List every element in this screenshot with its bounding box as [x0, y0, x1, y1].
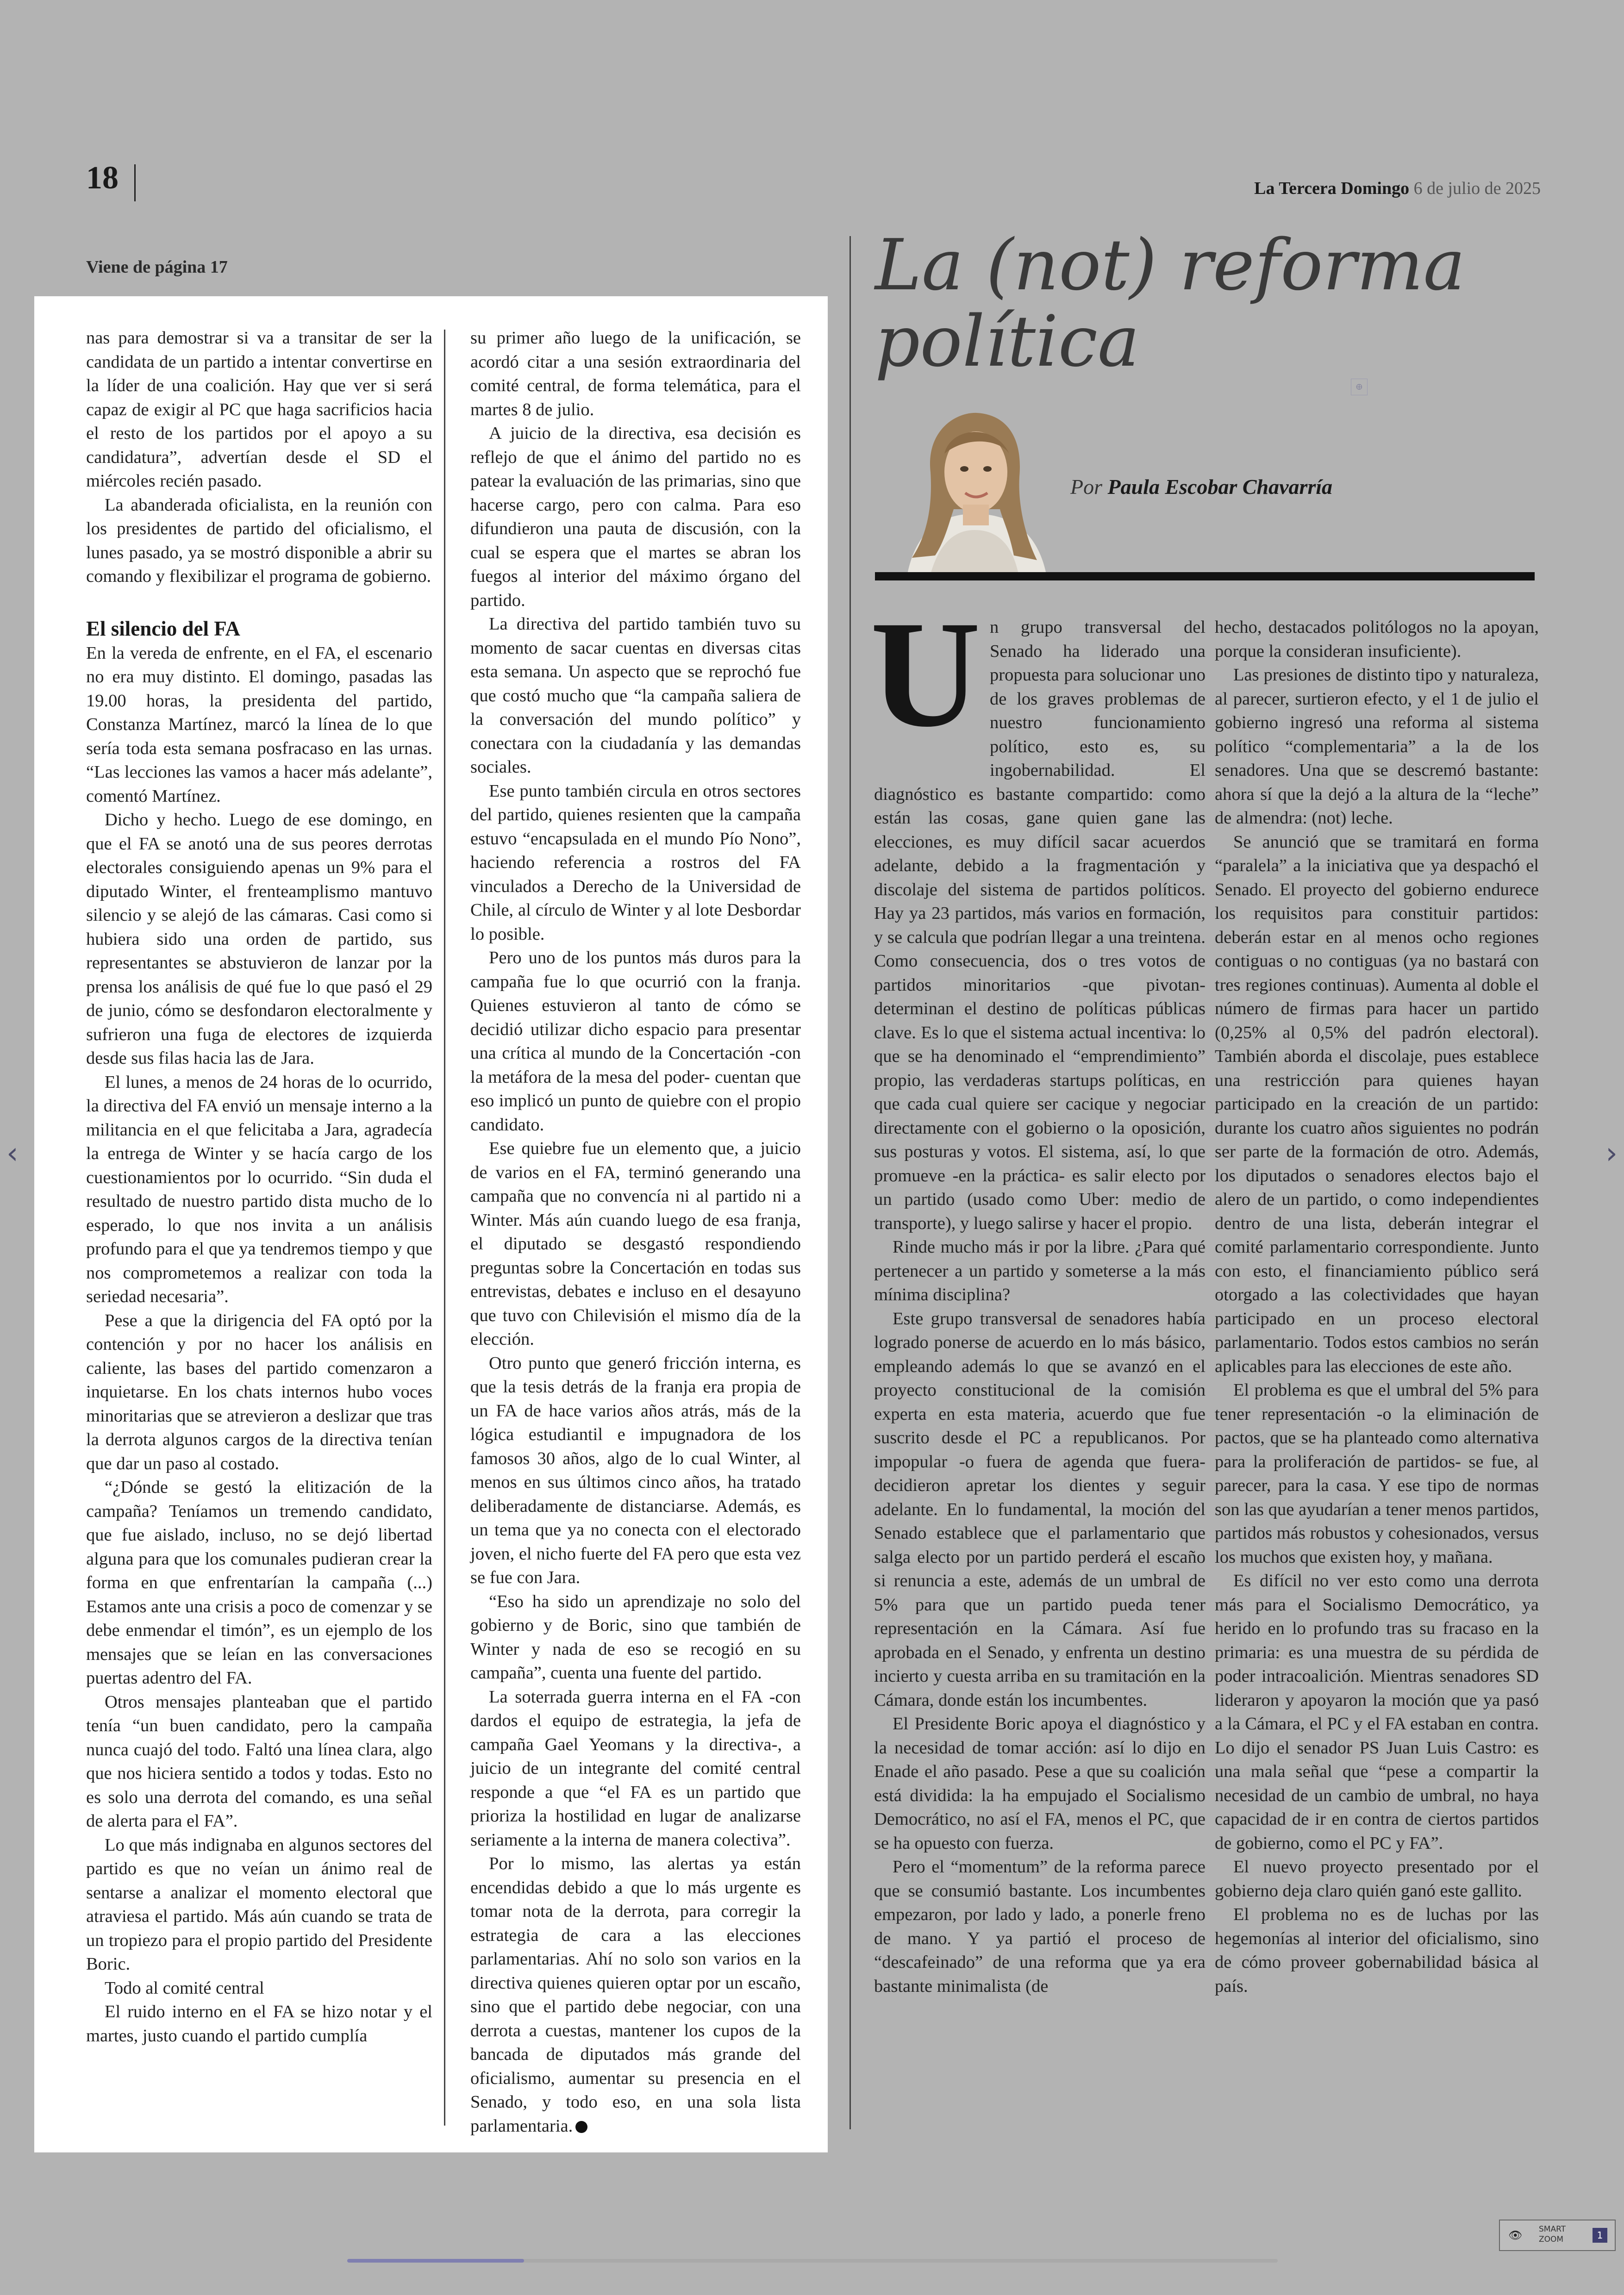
drop-cap: U — [870, 590, 981, 759]
paragraph: La abanderada oficialista, en la reunión con los presidentes de partido del oficialismo, el lunes pasado, ya se mostró disponible a abrir su comando y flexibilizar el programa de gobierno. — [86, 495, 432, 586]
left-article-column-1 — [86, 326, 432, 2048]
scrollbar-thumb[interactable] — [347, 2259, 524, 2263]
paragraph: Rinde mucho más ir por la libre. ¿Para qué pertenecer a un partido y someterse a la más mínima disciplina? — [874, 1237, 1206, 1304]
smart-zoom-count-badge: 1 — [1593, 2228, 1607, 2243]
right-article-column-2 — [1215, 616, 1539, 1998]
paragraph: Ese quiebre fue un elemento que, a juicio de varios en el FA, terminó generando una campaña que no convencía ni al partido ni a Winter. Más aún cuando luego de esa franja, el diputado se desgastó respondiendo preguntas sobre la Concertación en todas sus entrevistas, debates e incluso en el desayuno que tuvo con Chilevisión el mismo día de la elección. — [470, 1139, 801, 1349]
chevron-right-icon[interactable]: › — [1605, 1136, 1618, 1171]
byline-prefix: Por — [1070, 475, 1102, 499]
paragraph: Se anunció que se tramitará en forma “paralela” a la iniciativa que ya despachó el Senado. El proyecto del gobierno endurece los requisitos para constituir partidos: deberán estar en al menos ocho regiones contiguas o no contiguas (ya no bastará con tres regiones continuas). Aumenta al doble el número de firmas para hacer un partido (0,25% al 0,5% del padrón electoral). También aborda el discolaje, pues establece una restricción para quienes hayan participado en la creación de un partido: durante los cuatro años siguientes no podrán ser parte de la formación de otro. Además, los diputados o senadores electos bajo el alero de un partido, o como independientes dentro de una lista, deberán integrar el comité parlamentario correspondiente. Junto con esto, el financiamiento público será otorgado a las colectividades que hayan participado en un proceso electoral parlamentario. Todos estos cambios no serán aplicables para las elecciones de este año. — [1215, 832, 1539, 1376]
author-name: Paula Escobar Chavarría — [1107, 475, 1333, 499]
last-paragraph-text: Por lo mismo, las alertas ya están encendidas debido a que lo más urgente es tomar nota de la derrota, para corregir la estrategia de cara a las elecciones parlamentarias. Ahí no solo son varios en la directiva quienes quieren optar por un escaño, sino que el partido debe negociar, con una derrota a cuestas, mantener los cupos de la bancada de diputados más grande del oficialismo, aumentar su presencia en el Senado, y todo eso, en una sola lista parlamentaria. — [470, 1854, 801, 2136]
paragraph: En la vereda de enfrente, en el FA, el escenario no era muy distinto. El domingo, pasadas las 19.00 horas, la presidenta del partido, Constanza Martínez, marcó la línea de lo que sería toda esta semana posfracaso en las urnas. “Las lecciones las vamos a hacer más adelante”, comentó Martínez. — [86, 643, 432, 806]
paragraph: El problema es que el umbral del 5% para tener representación -o la eliminación de pactos, que se ha planteado como alternativa para la proliferación de partidos- se fue, al parecer, para la casa. Y ese tipo de normas son las que ayudarían a tener menos partidos, partidos más robustos y cohesionados, versus los muchos que existen hoy, y mañana. — [1215, 1380, 1539, 1567]
page-scrollbar[interactable] — [347, 2259, 1278, 2263]
continued-from: Viene de página 17 — [86, 257, 228, 277]
folio-divider — [134, 164, 136, 201]
paragraph: Es difícil no ver esto como una derrota más para el Socialismo Democrático, ya herido en lo profundo tras su fracaso en la primaria: es una muestra de su pérdida de poder intracoalición. Mientras senadores SD lideraron y apoyaron la moción que ya pasó a la Cámara, el PC y el FA estaban en contra. Lo dijo el senador PS Juan Luis Castro: es una mala señal que “pese a compartir la necesidad de un cambio de umbral, no haya capacidad de ir en contra de ciertos partidos de gobierno, como el PC y FA”. — [1215, 1571, 1539, 1853]
paragraph: “¿Dónde se gestó la elitización de la campaña? Teníamos un tremendo candidato, que fue aislado, incluso, no se dejó libertad alguna para que los comunales pudieran crear la forma en que enfrentarían la campaña (...) Estamos ante una crisis a poco de comenzar y se debe enmendar el timón”, es un ejemplo de los mensajes que se leían en las conversaciones puertas adentro del FA. — [86, 1478, 432, 1688]
lead-paragraph: n grupo transversal del Senado ha liderado una propuesta para solucionar uno de los graves problemas de nuestro funcionamiento político, esto es, su ingobernabilidad. El diagnóstico es bastante compartido: como están las cosas, gane quien gane las elecciones, es muy difícil sacar acuerdos adelante, debido a la fragmentación y discolaje del sistema de partidos políticos. Hay ya 23 partidos, más varios en formación, y se calcula que podrían llegar a una treintena. Como consecuencia, dos o tres votos de partidos minoritarios -que pivotan- determinan el destino de políticas públicas clave. Es lo que el sistema actual incentiva: lo que se ha denominado el “emprendimiento” propio, las verdaderas startups políticas, en que cada cual quiere ser cacique y negociar directamente con el gobierno o la oposición, sus posturas y votos. El sistema, así, lo que promueve -en la práctica- es salir electo por un partido (usado como Uber: medio de transporte), y luego salirse y hacer el propio. — [874, 617, 1206, 1233]
paragraph: La soterrada guerra interna en el FA -con dardos el equipo de estrategia, la jefa de campaña Gael Yeomans y la directiva-, a juicio de un integrante del comité central responde a que “el FA es un partido que prioriza la hostilidad en lugar de analizarse seriamente a la interna de manera colectiva”. — [470, 1687, 801, 1850]
paragraph — [470, 1852, 801, 2138]
end-of-article-mark — [575, 2121, 587, 2133]
page-number: 18 — [86, 160, 119, 196]
paragraph: Este grupo transversal de senadores había logrado ponerse de acuerdo en lo más básico, empleando además lo que se avanzó en el proyecto constitucional de la comisión experta en esta materia, acuerdo que fue suscrito desde el PC a republicanos. Por impopular -o fuera de agenda que fuera- decidieron apretar los dientes y seguir adelante. En lo fundamental, la moción del Senado establece que el parlamentario que salga electo por un partido perderá el escaño si renuncia a este, además de un umbral de 5% para que un partido pueda tener representación en la Cámara. Así fue aprobada en el Senado, y enfrenta un destino incierto y cuesta arriba en su tramitación en la Cámara, donde están los incumbentes. — [874, 1309, 1206, 1710]
paragraph: hecho, destacados politólogos no la apoyan, porque la consideran insuficiente). — [1215, 617, 1539, 661]
paragraph: El lunes, a menos de 24 horas de lo ocurrido, la directiva del FA envió un mensaje interno a la militancia en el que felicitaba a Jara, agradecía la entrega de Winter y se hacía cargo de los cuestionamientos por lo ocurrido. “Sin duda el resultado de nuestro partido dista mucho de lo esperado, lo que nos invita a un análisis profundo para el que ya tendremos tiempo y que nos comprometemos a realizar con toda la seriedad necesaria”. — [86, 1072, 432, 1306]
paragraph: Las presiones de distinto tipo y naturaleza, al parecer, surtieron efecto, y el 1 de julio el gobierno ingresó una reforma al sistema político “complementaria” a la de los senadores. Una que se descremó bastante: ahora sí que la dejó a la altura de la “leche” de almendra: (not) leche. — [1215, 665, 1539, 828]
chevron-left-icon[interactable]: ‹ — [6, 1136, 19, 1171]
column-title: La (not) reforma política — [875, 224, 1466, 382]
left-article-column-2 — [470, 326, 801, 2138]
paragraph: A juicio de la directiva, esa decisión es reflejo de que el ánimo del partido no es patear la evaluación de las primarias, sino que hacerse cargo, pero con calma. Para eso difundieron una pauta de discusión, con la cual se espera que el martes se abran los fuegos al interior del máximo órgano del partido. — [470, 424, 801, 610]
paragraph: nas para demostrar si va a transitar de ser la candidata de un partido a intentar convertirse en la líder de una coalición. Hay que ver si será capaz de exigir al PC que haga sacrificios hacia el resto de los partidos por el apoyo a su candidatura”, advertían desde el SD el miércoles recién pasado. — [86, 328, 432, 491]
paragraph: El ruido interno en el FA se hizo notar y el martes, justo cuando el partido cumplía — [86, 2002, 432, 2046]
paragraph: Pese a que la dirigencia del FA optó por la contención y por no hacer los análisis en caliente, las bases del partido comenzaron a inquietarse. En los chats internos hubo voces minoritarias que se atrevieron a deslizar que tras la derrota algunos cargos de la directiva tenían que dar un paso al costado. — [86, 1310, 432, 1473]
author-portrait — [875, 403, 1074, 574]
drop-cap-spacer — [874, 616, 990, 782]
byline — [1070, 474, 1332, 499]
paragraph: “Eso ha sido un aprendizaje no solo del gobierno y de Boric, sino que también de Winter y nada de eso se recogió en su campaña”, cuenta una fuente del partido. — [470, 1591, 801, 1683]
paragraph: Pero el “momentum” de la reforma parece que se consumió bastante. Los incumbentes empezaron, por lado y lado, a ponerle freno de mano. Y ya partió el proceso de “descafeinado” de una reforma que ya era bastante minimalista (de — [874, 1857, 1206, 1996]
paragraph: El problema no es de luchas por las hegemonías al interior del oficialismo, sino de cómo proveer gobernabilidad básica al país. — [1215, 1905, 1539, 1996]
paragraph: Otros mensajes planteaban que el partido tenía “un buen candidato, pero la campaña nunca cuajó del todo. Faltó una línea clara, algo que nos hiciera sentido a todos y todas. Esto no es solo una derrota del comando, es una señal de alerta para el FA”. — [86, 1692, 432, 1831]
paragraph: Ese punto también circula en otros sectores del partido, quienes resienten que la campaña estuvo “encapsulada en el mundo Pío Nono”, haciendo referencia a rostros del FA vinculados a Derecho de la Universidad de Chile, al círculo de Winter y al lote Desbordar lo posible. — [470, 781, 801, 944]
annotation-marker-icon[interactable]: ⊕ — [1351, 379, 1368, 395]
section-subhead: El silencio del FA — [86, 617, 240, 640]
masthead — [1254, 178, 1541, 199]
paragraph: su primer año luego de la unificación, se acordó citar a una sesión extraordinaria del comité central, de forma telemática, para el martes 8 de julio. — [470, 328, 801, 419]
issue-date: 6 de julio de 2025 — [1413, 179, 1541, 198]
paragraph: El Presidente Boric apoya el diagnóstico y la necesidad de tomar acción: así lo dijo en Enade el año pasado. Pese a que su coalición está dividida: la ha empujado el Socialismo Democrático, no así el FA, menos el PC, que se ha opuesto con fuerza. — [874, 1714, 1206, 1853]
eye-icon: 👁 — [1508, 2229, 1523, 2242]
paragraph: Pero uno de los puntos más duros para la campaña fue lo que ocurrió con la franja. Quienes estuvieron al tanto de cómo se decidió utilizar dicho espacio para presentar una crítica al mundo de la Concertación -con la metáfora de la mesa del poder- cuentan que eso implicó un punto de quiebre con el propio candidato. — [470, 948, 801, 1135]
paragraph: La directiva del partido también tuvo su momento de sacar cuentas en diversas citas esta semana. Un aspecto que se reprochó fue que costó mucho que “la campaña saliera de la conversación del mundo político” y conectara con la ciudadanía y las demandas sociales. — [470, 614, 801, 777]
publication-name: La Tercera Domingo — [1254, 179, 1410, 198]
right-article-column-1 — [874, 616, 1206, 1998]
paragraph: Otro punto que generó fricción interna, es que la tesis detrás de la franja era propia de un FA de hace varios años atrás, más de la lógica estudiantil e impugnadora de los famosos 30 años, algo de lo cual Winter, al menos en sus últimos cinco años, ha tratado deliberadamente de distanciarse. Además, es un tema que ya no conecta con el electorado joven, el nicho fuerte del FA pero que esta vez se fue con Jara. — [470, 1353, 801, 1587]
paragraph: Dicho y hecho. Luego de ese domingo, en que el FA se anotó una de sus peores derrotas electorales consiguiendo apenas un 9% para el diputado Winter, el frenteamplismo mantuvo silencio y se alejó de las cámaras. Casi como si hubiera sido una orden de partido, sus representantes se abstuvieron de lanzar por la prensa los análisis de qué fue lo que pasó el 29 de junio, cómo se desfondaron electoralmente y sufrieron una fuga de electores de izquierda desde sus filas hacia las de Jara. — [86, 810, 432, 1068]
portrait-illustration — [875, 403, 1074, 574]
smart-zoom-button[interactable] — [1499, 2220, 1616, 2251]
paragraph: Lo que más indignaba en algunos sectores del partido es que no veían un ánimo real de sentarse a analizar el momento electoral que atraviesa el partido. Más aún cuando se trata de un tropiezo para el propio partido del Presidente Boric. — [86, 1835, 432, 1974]
paragraph: Todo al comité central — [105, 1978, 264, 1998]
column-divider — [444, 330, 445, 2126]
smart-zoom-label: SMART ZOOM — [1539, 2225, 1566, 2244]
headline-rule — [875, 572, 1535, 580]
paragraph: El nuevo proyecto presentado por el gobierno deja claro quién ganó este gallito. — [1215, 1857, 1539, 1901]
section-divider — [849, 236, 851, 2129]
